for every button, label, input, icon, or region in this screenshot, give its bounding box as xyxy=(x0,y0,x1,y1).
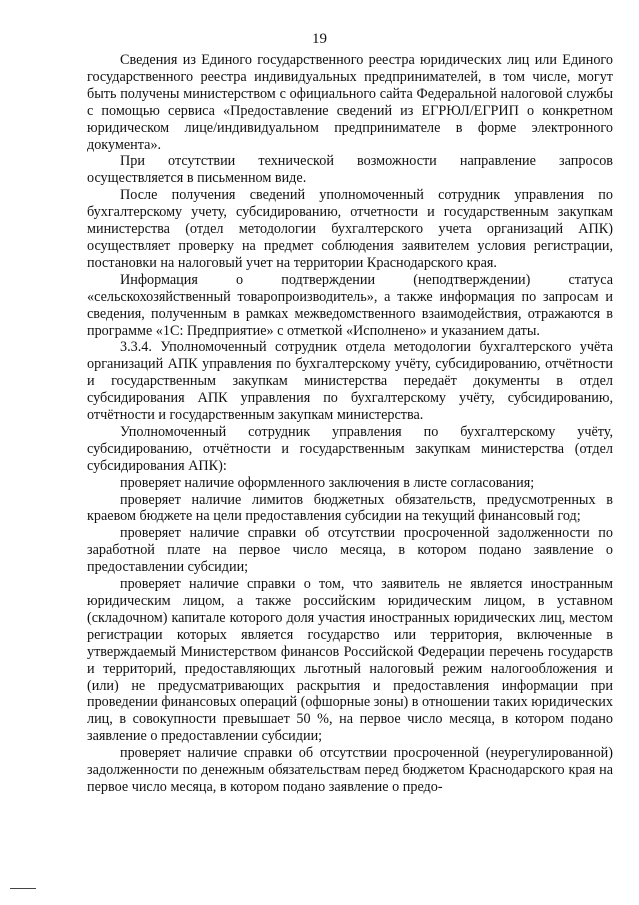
page-number: 19 xyxy=(312,31,327,47)
paragraph: проверяет наличие справки об отсутствии просроченной задолженности по заработной плате на первое число месяца, в котором подано заявление о предоставлении субсидии; xyxy=(87,525,613,576)
paragraph: 3.3.4. Уполномоченный сотрудник отдела методологии бухгалтерского учёта организаций АПК управления по бухгалтерскому учёту, субсидированию, отчётности и государственным закупкам министерства передаёт документы в отдел субсидирования АПК управления по бухгалтерскому учёту, субсидированию, отчётности и государственным закупкам министерства. xyxy=(87,339,613,424)
paragraph: Сведения из Единого государственного реестра юридических лиц или Единого государственного реестра индивидуальных предпринимателей, в том числе, могут быть получены министерством с официального сайта Федеральной налоговой службы с помощью сервиса «Предоставление сведений из ЕГРЮЛ/ЕГРИП о конкретном юридическом лице/индивидуальном предпринимателе в форме электронного документа». xyxy=(87,52,613,153)
paragraph: проверяет наличие справки об отсутствии просроченной (неурегулированной) задолженности по денежным обязательствам перед бюджетом Краснодарского края на первое число месяца, в котором подано заявление о предо- xyxy=(87,745,613,795)
paragraph: Уполномоченный сотрудник управления по бухгалтерскому учёту, субсидированию, отчётности и государственным закупкам министерства (отдел субсидирования АПК): xyxy=(87,423,613,474)
document-body xyxy=(87,52,613,796)
paragraph: При отсутствии технической возможности направление запросов осуществляется в письменном виде. xyxy=(87,153,613,187)
paragraph: проверяет наличие справки о том, что заявитель не является иностранным юридическим лицом, а также российским юридическим лицом, в уставном (складочном) капитале которого доля участия иностранных юридических лиц, местом регистрации которых является государство или территория, включенные в утверждаемый Министерством финансов Российской Федерации перечень государств и территорий, предоставляющих льготный налоговый режим налогообложения и (или) не предусматривающих раскрытия и предоставления информации при проведении финансовых операций (офшорные зоны) в отношении таких юридических лиц, в совокупности превышает 50 %, на первое число месяца, в котором подано заявление о предоставлении субсидии; xyxy=(87,576,613,745)
paragraph: Информация о подтверждении (неподтверждении) статуса «сельскохозяйственный товаропроизводитель», а также информация по запросам и сведения, полученным в рамках межведомственного взаимодействия, отражаются в программе «1С: Предприятие» с отметкой «Исполнено» и указанием даты. xyxy=(87,271,613,339)
scan-mark xyxy=(10,888,36,889)
paragraph: проверяет наличие лимитов бюджетных обязательств, предусмотренных в краевом бюджете на цели предоставления субсидии на текущий финансовый год; xyxy=(87,491,613,525)
paragraph: После получения сведений уполномоченный сотрудник управления по бухгалтерскому учету, субсидированию, отчетности и государственным закупкам министерства (отдел методологии бухгалтерского учета организаций АПК) осуществляет проверку на предмет соблюдения заявителем условия регистрации, постановки на налоговый учет на территории Краснодарского края. xyxy=(87,187,613,271)
paragraph: проверяет наличие оформленного заключения в листе согласования; xyxy=(120,474,535,491)
